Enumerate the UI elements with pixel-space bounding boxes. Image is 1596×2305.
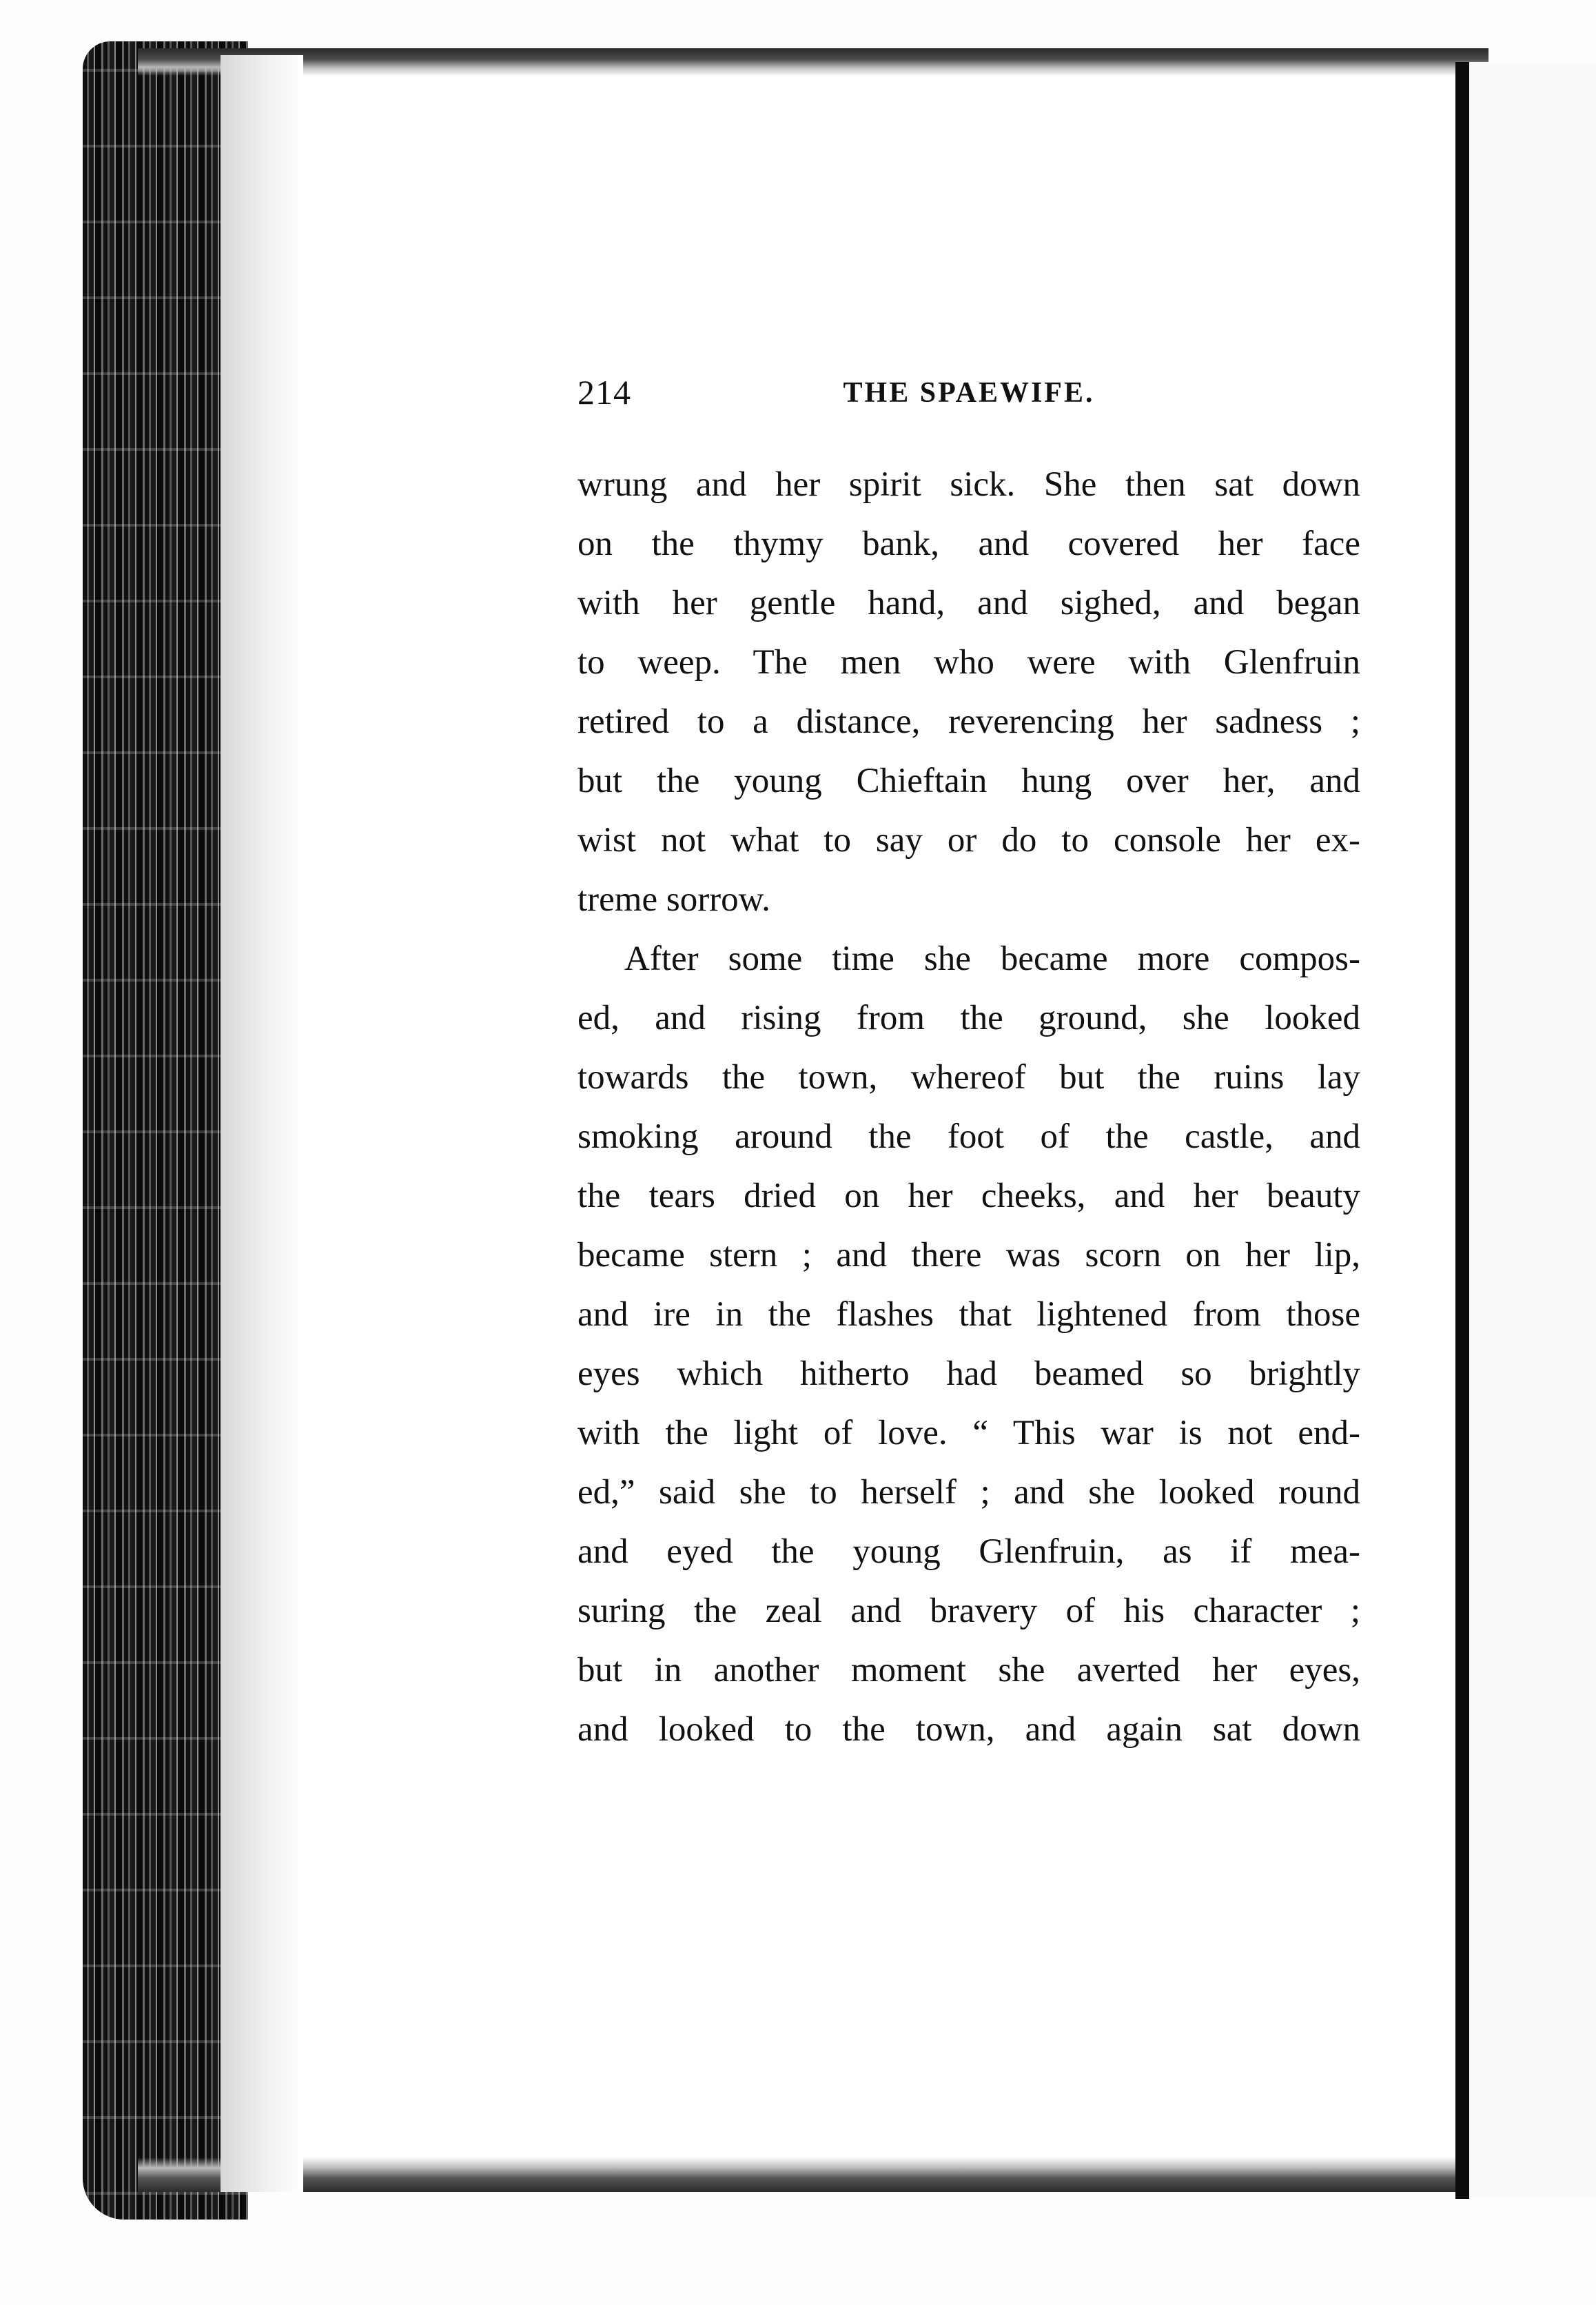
text-line: After some time she became more compos- <box>624 940 1360 978</box>
text-line: towards the town, whereof but the ruins lay <box>577 1058 1360 1097</box>
text-line: and looked to the town, and again sat down <box>577 1710 1360 1749</box>
text-line: suring the zeal and bravery of his character ; <box>577 1592 1360 1630</box>
body-text <box>577 455 1360 1759</box>
text-line: became stern ; and there was scorn on her lip, <box>577 1236 1360 1275</box>
running-title: THE SPAEWIFE. <box>843 377 1095 409</box>
book-top-edge <box>138 48 1488 76</box>
text-line: the tears dried on her cheeks, and her beauty <box>577 1177 1360 1215</box>
text-line: wist not what to say or do to console her ex- <box>577 821 1360 860</box>
text-line: but the young Chieftain hung over her, and <box>577 762 1360 800</box>
book-bottom-edge <box>138 2157 1488 2192</box>
text-line: ed,” said she to herself ; and she looked round <box>577 1473 1360 1512</box>
text-line: and eyed the young Glenfruin, as if mea- <box>577 1532 1360 1571</box>
text-line: eyes which hitherto had beamed so brightly <box>577 1354 1360 1393</box>
paragraph <box>577 929 1360 1759</box>
text-line: but in another moment she averted her eyes, <box>577 1651 1360 1689</box>
text-line: treme sorrow. <box>577 880 770 919</box>
text-line: retired to a distance, reverencing her sadness ; <box>577 702 1360 741</box>
text-line: ed, and rising from the ground, she looked <box>577 999 1360 1037</box>
text-line: wrung and her spirit sick. She then sat down <box>577 465 1360 504</box>
text-line: with the light of love. “ This war is not end- <box>577 1414 1360 1452</box>
page-header <box>577 372 1360 427</box>
text-line: with her gentle hand, and sighed, and began <box>577 584 1360 622</box>
text-line: to weep. The men who were with Glenfruin <box>577 643 1360 682</box>
text-line: and ire in the flashes that lightened from those <box>577 1295 1360 1334</box>
facing-page-strip <box>1469 62 1596 2199</box>
page-gutter-shadow <box>221 55 303 2192</box>
facing-page-edge <box>1455 62 1469 2199</box>
paragraph <box>577 455 1360 929</box>
text-line: smoking around the foot of the castle, and <box>577 1117 1360 1156</box>
text-line: on the thymy bank, and covered her face <box>577 525 1360 563</box>
page-number: 214 <box>577 373 631 412</box>
